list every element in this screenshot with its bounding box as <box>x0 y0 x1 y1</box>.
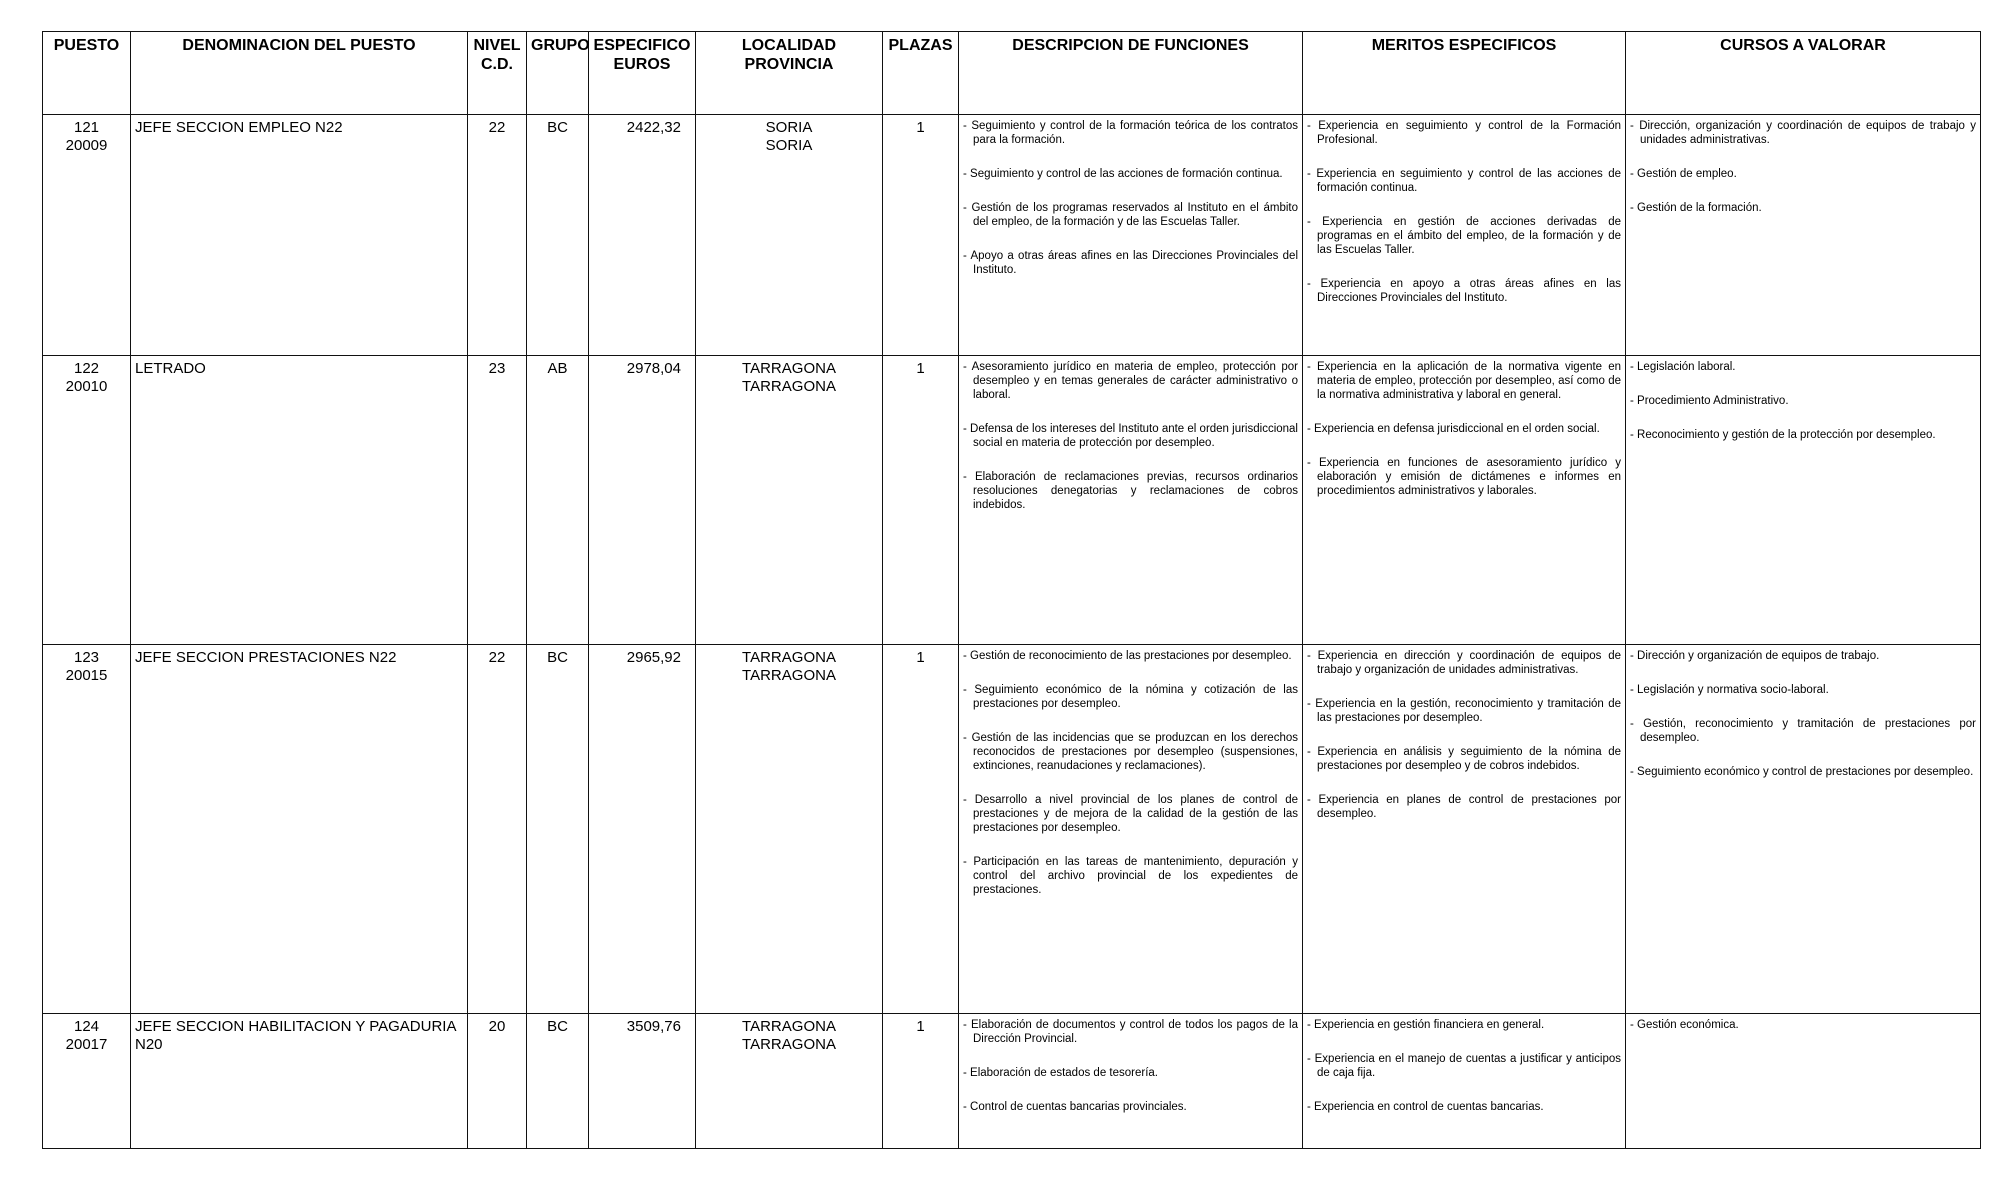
cell-localidad <box>696 645 883 1014</box>
provincia-value: TARRAGONA <box>742 378 836 395</box>
merito-item: - Experiencia en control de cuentas bancarias. <box>1307 1100 1621 1114</box>
cell-funciones <box>959 645 1303 1014</box>
cell-denominacion <box>131 115 468 356</box>
cell-cursos <box>1626 645 1981 1014</box>
cell-localidad <box>696 115 883 356</box>
cell-especifico <box>589 645 696 1014</box>
cell-denominacion <box>131 356 468 645</box>
especifico-value: 3509,76 <box>626 1018 681 1035</box>
especifico-value: 2965,92 <box>626 649 681 666</box>
cell-denominacion <box>131 1014 468 1149</box>
puesto-number: 121 <box>73 119 100 136</box>
cell-especifico <box>589 1014 696 1149</box>
localidad-value: TARRAGONA <box>742 1018 836 1035</box>
funcion-item: - Asesoramiento jurídico en materia de empleo, protección por desempleo y en temas generales de carácter administrativo o laboral. <box>963 360 1298 402</box>
puesto-number: 124 <box>73 1018 100 1035</box>
curso-item: - Gestión de la formación. <box>1630 201 1976 215</box>
puesto-code: 20009 <box>65 137 108 154</box>
funcion-item: - Seguimiento y control de las acciones de formación continua. <box>963 167 1298 181</box>
header-especifico <box>589 32 696 115</box>
grupo-value: BC <box>547 1018 568 1035</box>
nivel-value: 23 <box>488 360 506 377</box>
cell-nivel <box>468 115 527 356</box>
nivel-value: 20 <box>488 1018 506 1035</box>
header-meritos <box>1303 32 1626 115</box>
cell-puesto <box>43 645 131 1014</box>
puesto-number: 123 <box>73 649 100 666</box>
cell-localidad <box>696 1014 883 1149</box>
puesto-code: 20017 <box>65 1036 108 1053</box>
cell-cursos <box>1626 1014 1981 1149</box>
plazas-value: 1 <box>916 119 925 136</box>
header-localidad-label: LOCALIDAD <box>741 37 837 54</box>
cell-cursos <box>1626 115 1981 356</box>
cell-grupo <box>527 356 589 645</box>
header-plazas-label: PLAZAS <box>888 37 953 54</box>
header-grupo-label: GRUPO <box>531 37 590 54</box>
header-grupo <box>527 32 589 115</box>
curso-item: - Seguimiento económico y control de prestaciones por desempleo. <box>1630 765 1976 779</box>
header-provincia-label: PROVINCIA <box>744 56 834 73</box>
nivel-value: 22 <box>488 649 506 666</box>
grupo-value: BC <box>547 649 568 666</box>
denominacion-text: JEFE SECCION PRESTACIONES N22 <box>135 649 397 666</box>
header-descripcion-label: DESCRIPCION DE FUNCIONES <box>1012 37 1249 54</box>
cell-grupo <box>527 1014 589 1149</box>
table-row <box>43 1014 1981 1149</box>
cell-especifico <box>589 115 696 356</box>
merito-item: - Experiencia en la gestión, reconocimiento y tramitación de las prestaciones por desempleo. <box>1307 697 1621 725</box>
funcion-item: - Elaboración de reclamaciones previas, recursos ordinarios resoluciones denegatorias y reclamaciones de cobros indebidos. <box>963 470 1298 512</box>
cell-plazas <box>883 356 959 645</box>
merito-item: - Experiencia en apoyo a otras áreas afines en las Direcciones Provinciales del Instituto. <box>1307 277 1621 305</box>
puesto-number: 122 <box>73 360 100 377</box>
curso-item: - Dirección y organización de equipos de trabajo. <box>1630 649 1976 663</box>
curso-item: - Procedimiento Administrativo. <box>1630 394 1976 408</box>
cell-plazas <box>883 1014 959 1149</box>
table-body <box>43 115 1981 1149</box>
cell-grupo <box>527 115 589 356</box>
curso-item: - Legislación y normativa socio-laboral. <box>1630 683 1976 697</box>
provincia-value: SORIA <box>765 137 813 154</box>
merito-item: - Experiencia en planes de control de prestaciones por desempleo. <box>1307 793 1621 821</box>
puesto-code: 20015 <box>65 667 108 684</box>
curso-item: - Dirección, organización y coordinación de equipos de trabajo y unidades administrativas. <box>1630 119 1976 147</box>
funcion-item: - Gestión de reconocimiento de las prestaciones por desempleo. <box>963 649 1298 663</box>
merito-item: - Experiencia en la aplicación de la normativa vigente en materia de empleo, protección por desempleo, así como de la normativa administrativa y laboral en general. <box>1307 360 1621 402</box>
funcion-item: - Seguimiento y control de la formación teórica de los contratos para la formación. <box>963 119 1298 147</box>
especifico-value: 2978,04 <box>626 360 681 377</box>
funcion-item: - Elaboración de estados de tesorería. <box>963 1066 1298 1080</box>
cell-especifico <box>589 356 696 645</box>
funcion-item: - Gestión de los programas reservados al Instituto en el ámbito del empleo, de la formación y de las Escuelas Taller. <box>963 201 1298 229</box>
header-puesto-label: PUESTO <box>53 37 120 54</box>
merito-item: - Experiencia en seguimiento y control de la Formación Profesional. <box>1307 119 1621 147</box>
header-cursos <box>1626 32 1981 115</box>
cell-grupo <box>527 645 589 1014</box>
cell-meritos <box>1303 115 1626 356</box>
cell-puesto <box>43 115 131 356</box>
header-nivel-label: NIVEL <box>473 37 521 54</box>
header-nivel <box>468 32 527 115</box>
header-euros-label: EUROS <box>613 56 671 73</box>
curso-item: - Gestión de empleo. <box>1630 167 1976 181</box>
cell-plazas <box>883 115 959 356</box>
denominacion-text: JEFE SECCION EMPLEO N22 <box>135 119 343 136</box>
header-plazas <box>883 32 959 115</box>
merito-item: - Experiencia en funciones de asesoramiento jurídico y elaboración y emisión de dictámenes e informes en procedimientos administrativos y laborales. <box>1307 456 1621 498</box>
merito-item: - Experiencia en gestión de acciones derivadas de programas en el ámbito del empleo, de la formación y de las Escuelas Taller. <box>1307 215 1621 257</box>
denominacion-text: JEFE SECCION HABILITACION Y PAGADURIA N20 <box>135 1018 456 1053</box>
funcion-item: - Gestión de las incidencias que se produzcan en los derechos reconocidos de prestaciones por desempleo (suspensiones, extinciones, reanudaciones y reclamaciones). <box>963 731 1298 773</box>
especifico-value: 2422,32 <box>626 119 681 136</box>
localidad-value: TARRAGONA <box>742 360 836 377</box>
localidad-value: SORIA <box>765 119 813 136</box>
cell-cursos <box>1626 356 1981 645</box>
cell-localidad <box>696 356 883 645</box>
curso-item: - Legislación laboral. <box>1630 360 1976 374</box>
cell-plazas <box>883 645 959 1014</box>
denominacion-text: LETRADO <box>135 360 206 377</box>
curso-item: - Gestión, reconocimiento y tramitación de prestaciones por desempleo. <box>1630 717 1976 745</box>
curso-item: - Gestión económica. <box>1630 1018 1976 1032</box>
merito-item: - Experiencia en dirección y coordinación de equipos de trabajo y organización de unidades administrativas. <box>1307 649 1621 677</box>
header-meritos-label: MERITOS ESPECIFICOS <box>1371 37 1557 54</box>
funcion-item: - Participación en las tareas de mantenimiento, depuración y control del archivo provincial de los expedientes de prestaciones. <box>963 855 1298 897</box>
cell-funciones <box>959 115 1303 356</box>
header-denominacion-label: DENOMINACION DEL PUESTO <box>182 37 416 54</box>
funcion-item: - Seguimiento económico de la nómina y cotización de las prestaciones por desempleo. <box>963 683 1298 711</box>
header-puesto <box>43 32 131 115</box>
positions-table <box>42 31 1981 1149</box>
merito-item: - Experiencia en seguimiento y control de las acciones de formación continua. <box>1307 167 1621 195</box>
merito-item: - Experiencia en defensa jurisdiccional en el orden social. <box>1307 422 1621 436</box>
merito-item: - Experiencia en análisis y seguimiento de la nómina de prestaciones por desempleo y de cobros indebidos. <box>1307 745 1621 773</box>
localidad-value: TARRAGONA <box>742 649 836 666</box>
provincia-value: TARRAGONA <box>742 667 836 684</box>
cell-meritos <box>1303 645 1626 1014</box>
header-denominacion <box>131 32 468 115</box>
curso-item: - Reconocimiento y gestión de la protección por desempleo. <box>1630 428 1976 442</box>
cell-nivel <box>468 1014 527 1149</box>
plazas-value: 1 <box>916 360 925 377</box>
cell-funciones <box>959 356 1303 645</box>
grupo-value: AB <box>547 360 568 377</box>
table-row <box>43 645 1981 1014</box>
provincia-value: TARRAGONA <box>742 1036 836 1053</box>
funcion-item: - Control de cuentas bancarias provinciales. <box>963 1100 1298 1114</box>
header-localidad <box>696 32 883 115</box>
grupo-value: BC <box>547 119 568 136</box>
nivel-value: 22 <box>488 119 506 136</box>
header-especifico-label: ESPECIFICO <box>593 37 691 54</box>
table-row <box>43 115 1981 356</box>
funcion-item: - Defensa de los intereses del Instituto ante el orden jurisdiccional social en materia de protección por desempleo. <box>963 422 1298 450</box>
header-cd-label: C.D. <box>481 56 513 73</box>
cell-meritos <box>1303 356 1626 645</box>
plazas-value: 1 <box>916 649 925 666</box>
puesto-code: 20010 <box>65 378 108 395</box>
table-row <box>43 356 1981 645</box>
plazas-value: 1 <box>916 1018 925 1035</box>
cell-nivel <box>468 356 527 645</box>
header-descripcion <box>959 32 1303 115</box>
header-row <box>43 32 1981 115</box>
cell-puesto <box>43 356 131 645</box>
cell-denominacion <box>131 645 468 1014</box>
cell-nivel <box>468 645 527 1014</box>
merito-item: - Experiencia en gestión financiera en general. <box>1307 1018 1621 1032</box>
cell-puesto <box>43 1014 131 1149</box>
merito-item: - Experiencia en el manejo de cuentas a justificar y anticipos de caja fija. <box>1307 1052 1621 1080</box>
funcion-item: - Elaboración de documentos y control de todos los pagos de la Dirección Provincial. <box>963 1018 1298 1046</box>
cell-funciones <box>959 1014 1303 1149</box>
cell-meritos <box>1303 1014 1626 1149</box>
funcion-item: - Desarrollo a nivel provincial de los planes de control de prestaciones y de mejora de la calidad de la gestión de las prestaciones por desempleo. <box>963 793 1298 835</box>
funcion-item: - Apoyo a otras áreas afines en las Direcciones Provinciales del Instituto. <box>963 249 1298 277</box>
header-cursos-label: CURSOS A VALORAR <box>1720 37 1886 54</box>
